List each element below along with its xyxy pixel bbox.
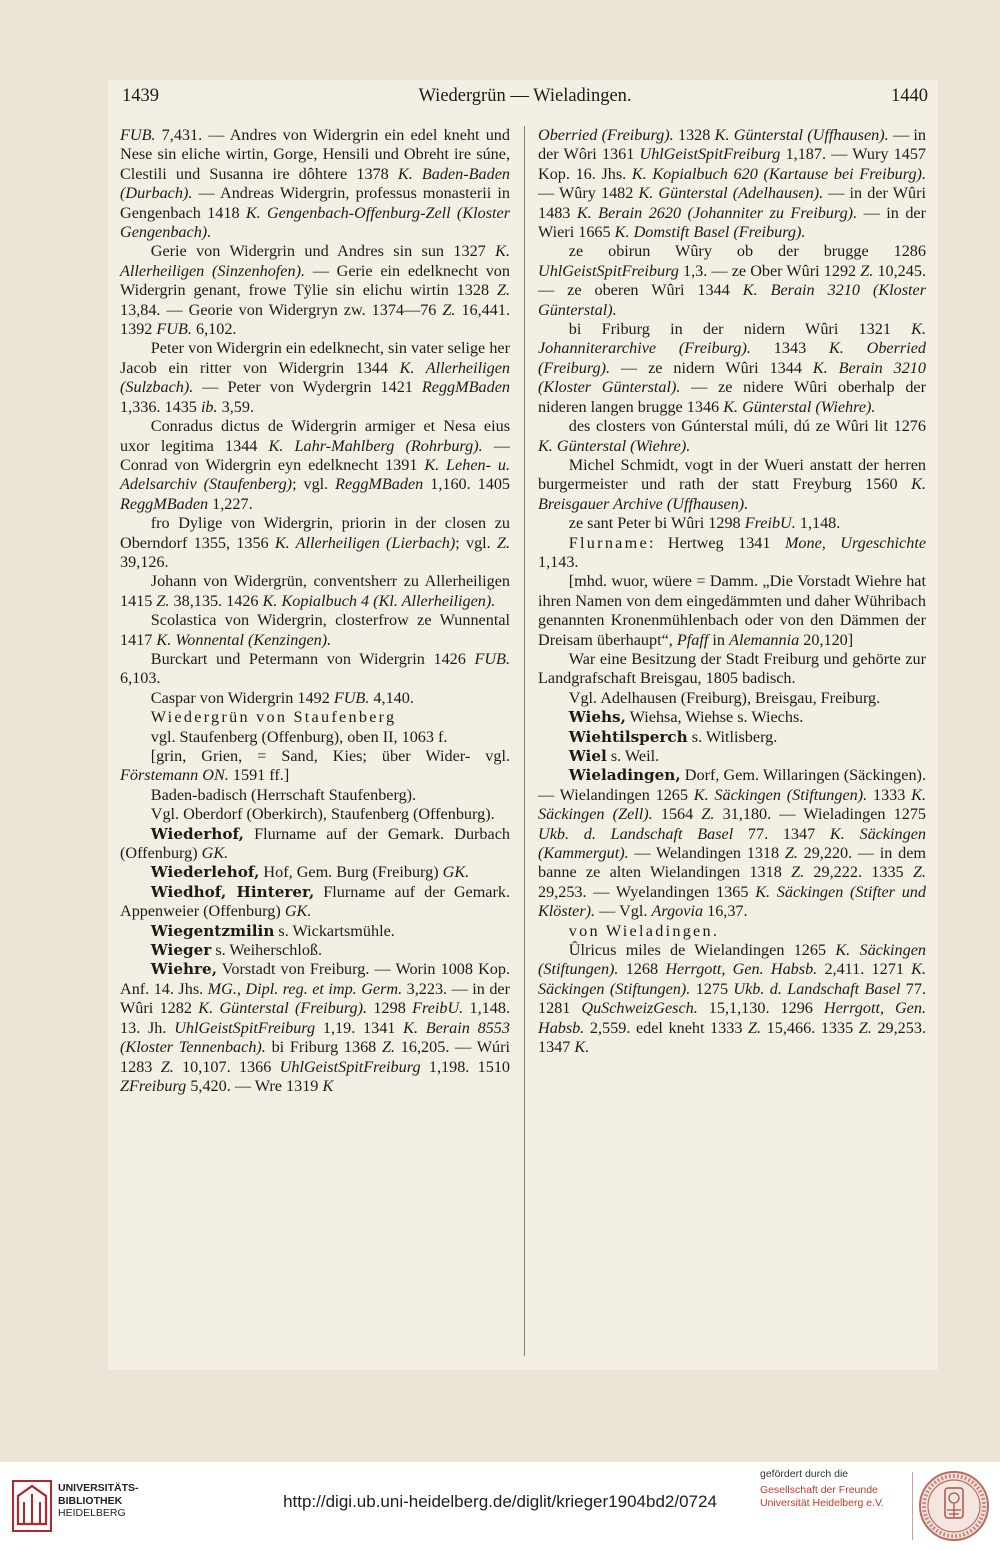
paragraph: Wiedhof, Hinterer, Flurname auf der Gemark. Appenweier (Offenburg) GK. — [120, 882, 510, 921]
paragraph: Peter von Widergrin ein edelknecht, sin vater selige her Jacob ein ritter von Widergrin 1344 K. Allerheiligen (Sulzbach). — Peter von Wydergrin 1421 ReggMBaden 1,336. 1435 ib. 3,59. — [120, 339, 510, 416]
paragraph: Caspar von Widergrin 1492 FUB. 4,140. — [150, 688, 414, 707]
paragraph: Wieger s. Weiherschloß. — [150, 941, 323, 960]
library-name-line: HEIDELBERG — [58, 1507, 126, 1519]
paragraph: ze sant Peter bi Wûri 1298 FreibU. 1,148. — [568, 514, 841, 533]
running-head — [122, 86, 928, 110]
page-number-left: 1439 — [122, 86, 159, 106]
paragraph: von Wieladingen. — [568, 921, 720, 940]
sponsor-name-line: Universität Heidelberg e.V. — [760, 1497, 884, 1509]
paragraph: Gerie von Widergrin und Andres sin sun 1327 K. Allerheiligen (Sinzenhofen). — Gerie ein edelknecht von Widergrin genant, frowe Tÿlie sin elichu wirtin 1328 Z. 13,84. — Georie von Widergryn zw. 1374—76 Z. 16,441. 1392 FUB. 6,102. — [120, 242, 511, 339]
page-title: Wiedergrün — Wieladingen. — [418, 86, 632, 106]
paragraph: [mhd. wuor, wüere = Damm. „Die Vorstadt Wiehre hat ihren Namen von dem eingedämmten und daher Wühribach genannten Kronenmühlenbach oder von den Dämmen der Dreisam überhaupt“, Pfaff in Alemannia 20,120] — [538, 572, 926, 649]
paragraph: FUB. 7,431. — Andres von Widergrin ein edel kneht und Nese sin eliche wirtin, Gorge, Hensili und Obreht ire súne, Clestili und Susanna ire dôhtere 1378 K. Baden-Baden (Durbach). — Andreas Widergrin, professus monasterii in Gengenbach 1418 K. Gengenbach-Offenburg-Zell (Kloster Gengenbach). — [120, 126, 510, 242]
paragraph: Wiedergrün von Staufenberg — [150, 708, 397, 727]
paragraph: fro Dylige von Widergrin, priorin in der closen zu Oberndorf 1355, 1356 K. Allerheiligen (Lierbach); vgl. Z. 39,126. — [120, 514, 510, 571]
paragraph: War eine Besitzung der Stadt Freiburg und gehörte zur Landgrafschaft Breisgau, 1805 badisch. — [538, 649, 926, 688]
column-divider — [524, 126, 525, 1356]
footer-bar — [0, 1462, 1000, 1550]
paragraph: Flurname: Hertweg 1341 Mone, Urgeschichte 1,143. — [538, 533, 927, 571]
sponsor-credit — [760, 1468, 910, 1510]
paragraph: bi Friburg in der nidern Wûri 1321 K. Johanniterarchive (Freiburg). 1343 K. Oberried (Freiburg). — ze nidern Wûri 1344 K. Berain 3210 (Kloster Günterstal). — ze nidere Wûri oberhalp der nideren langen brugge 1346 K. Günterstal (Wiehre). — [538, 320, 926, 416]
paragraph: Ûlricus miles de Wielandingen 1265 K. Säckingen (Stiftungen). 1268 Herrgott, Gen. Habsb. 2,411. 1271 K. Säckingen (Stiftungen). 1275 Ukb. d. Landschaft Basel 77. 1281 QuSchweizGesch. 15,1,130. 1296 Herrgott, Gen. Habsb. 2,559. edel kneht 1333 Z. 15,466. 1335 Z. 29,253. 1347 K. — [538, 941, 927, 1057]
paragraph: Wiegentzmilin s. Wickartsmühle. — [150, 921, 395, 940]
paragraph: des closters von Gúnterstal múli, dú ze Wûri lit 1276 K. Günterstal (Wiehre). — [538, 417, 926, 455]
paragraph: Wiehre, Vorstadt von Freiburg. — Worin 1008 Kop. Anf. 14. Jhs. MG., Dipl. reg. et imp. Germ. 3,223. — in der Wûri 1282 K. Günterstal (Freiburg). 1298 FreibU. 1,148. 13. Jh. UhlGeistSpitFreiburg 1,19. 1341 K. Berain 8553 (Kloster Tennenbach). bi Friburg 1368 Z. 16,205. — Wúri 1283 Z. 10,107. 1366 UhlGeistSpitFreiburg 1,198. 1510 ZFreiburg 5,420. — Wre 1319 K — [120, 960, 511, 1095]
paragraph: Wiehtilsperch s. Witlisberg. — [568, 727, 778, 746]
library-name-line: BIBLIOTHEK — [58, 1494, 123, 1507]
paragraph: Wiederhof, Flurname auf der Gemark. Durbach (Offenburg) GK. — [120, 824, 510, 863]
paragraph: Oberried (Freiburg). 1328 K. Günterstal (Uffhausen). — in der Wôri 1361 UhlGeistSpitFreiburg 1,187. — Wury 1457 Kop. 16. Jhs. K. Kopialbuch 620 (Kartause bei Freiburg). — Wûry 1482 K. Günterstal (Adelhausen). — in der Wûri 1483 K. Berain 2620 (Johanniter zu Freiburg). — in der Wieri 1665 K. Domstift Basel (Freiburg). — [538, 126, 927, 242]
paragraph: Burckart und Petermann von Widergrin 1426 FUB. 6,103. — [120, 649, 510, 688]
paragraph: Wiel s. Weil. — [568, 747, 660, 765]
paragraph: Wieladingen, Dorf, Gem. Willaringen (Säckingen). — Wielandingen 1265 K. Säckingen (Stiftungen). 1333 K. Säckingen (Zell). 1564 Z. 31,180. — Wieladingen 1275 Ukb. d. Landschaft Basel 77. 1347 K. Säckingen (Kammergut). — Welandingen 1318 Z. 29,220. — in dem banne ze alten Wielandingen 1318 Z. 29,222. 1335 Z. 29,253. — Wyelandingen 1365 K. Säckingen (Stifter und Klöster). — Vgl. Argovia 16,37. — [538, 766, 927, 921]
left-column — [120, 126, 510, 1096]
paragraph: Wiehs, Wiehsa, Wiehse s. Wiechs. — [568, 708, 804, 727]
sponsor-name-line: Gesellschaft der Freunde — [760, 1484, 878, 1496]
paragraph: ze obirun Wûry ob der brugge 1286 UhlGeistSpitFreiburg 1,3. — ze Ober Wûri 1292 Z. 10,245. — ze oberen Wûri 1344 K. Berain 3210 (Kloster Günterstal). — [538, 242, 927, 319]
paragraph: Scolastica von Widergrin, closterfrow ze Wunnental 1417 K. Wonnental (Kenzingen). — [120, 611, 510, 649]
right-column — [538, 126, 926, 1058]
paragraph: vgl. Staufenberg (Offenburg), oben II, 1063 f. — [150, 727, 448, 746]
university-seal-icon — [918, 1470, 990, 1542]
paragraph: [grin, Grien, = Sand, Kies; über Wider- vgl. Förstemann ON. 1591 ff.] — [120, 747, 510, 785]
paragraph: Vgl. Oberdorf (Oberkirch), Staufenberg (Offenburg). — [150, 805, 495, 824]
page-number-right: 1440 — [891, 86, 928, 106]
paragraph: Conradus dictus de Widergrin armiger et Nesa eius uxor legitima 1344 K. Lahr-Mahlberg (Rohrburg). — Conrad von Widergrin eyn edelknecht 1391 K. Lehen- u. Adelsarchiv (Staufenberg); vgl. ReggMBaden 1,160. 1405 ReggMBaden 1,227. — [120, 417, 511, 513]
paragraph: Baden-badisch (Herrschaft Staufenberg). — [150, 785, 417, 804]
library-name-line: UNIVERSITÄTS- — [58, 1482, 139, 1494]
sponsor-intro: gefördert durch die — [760, 1468, 849, 1480]
paragraph: Wiederlehof, Hof, Gem. Burg (Freiburg) GK. — [150, 863, 470, 882]
sponsor-divider — [912, 1472, 913, 1540]
paragraph: Vgl. Adelhausen (Freiburg), Breisgau, Freiburg. — [568, 688, 881, 707]
source-url[interactable]: http://digi.ub.uni-heidelberg.de/diglit/krieger1904bd2/0724 — [283, 1492, 717, 1511]
paragraph: Michel Schmidt, vogt in der Wueri anstatt der herren burgermeister und rath der statt Freyburg 1560 K. Breisgauer Archive (Uffhausen). — [538, 455, 926, 513]
paragraph: Johann von Widergrün, conventsherr zu Allerheiligen 1415 Z. 38,135. 1426 K. Kopialbuch 4 (Kl. Allerheiligen). — [120, 572, 510, 610]
